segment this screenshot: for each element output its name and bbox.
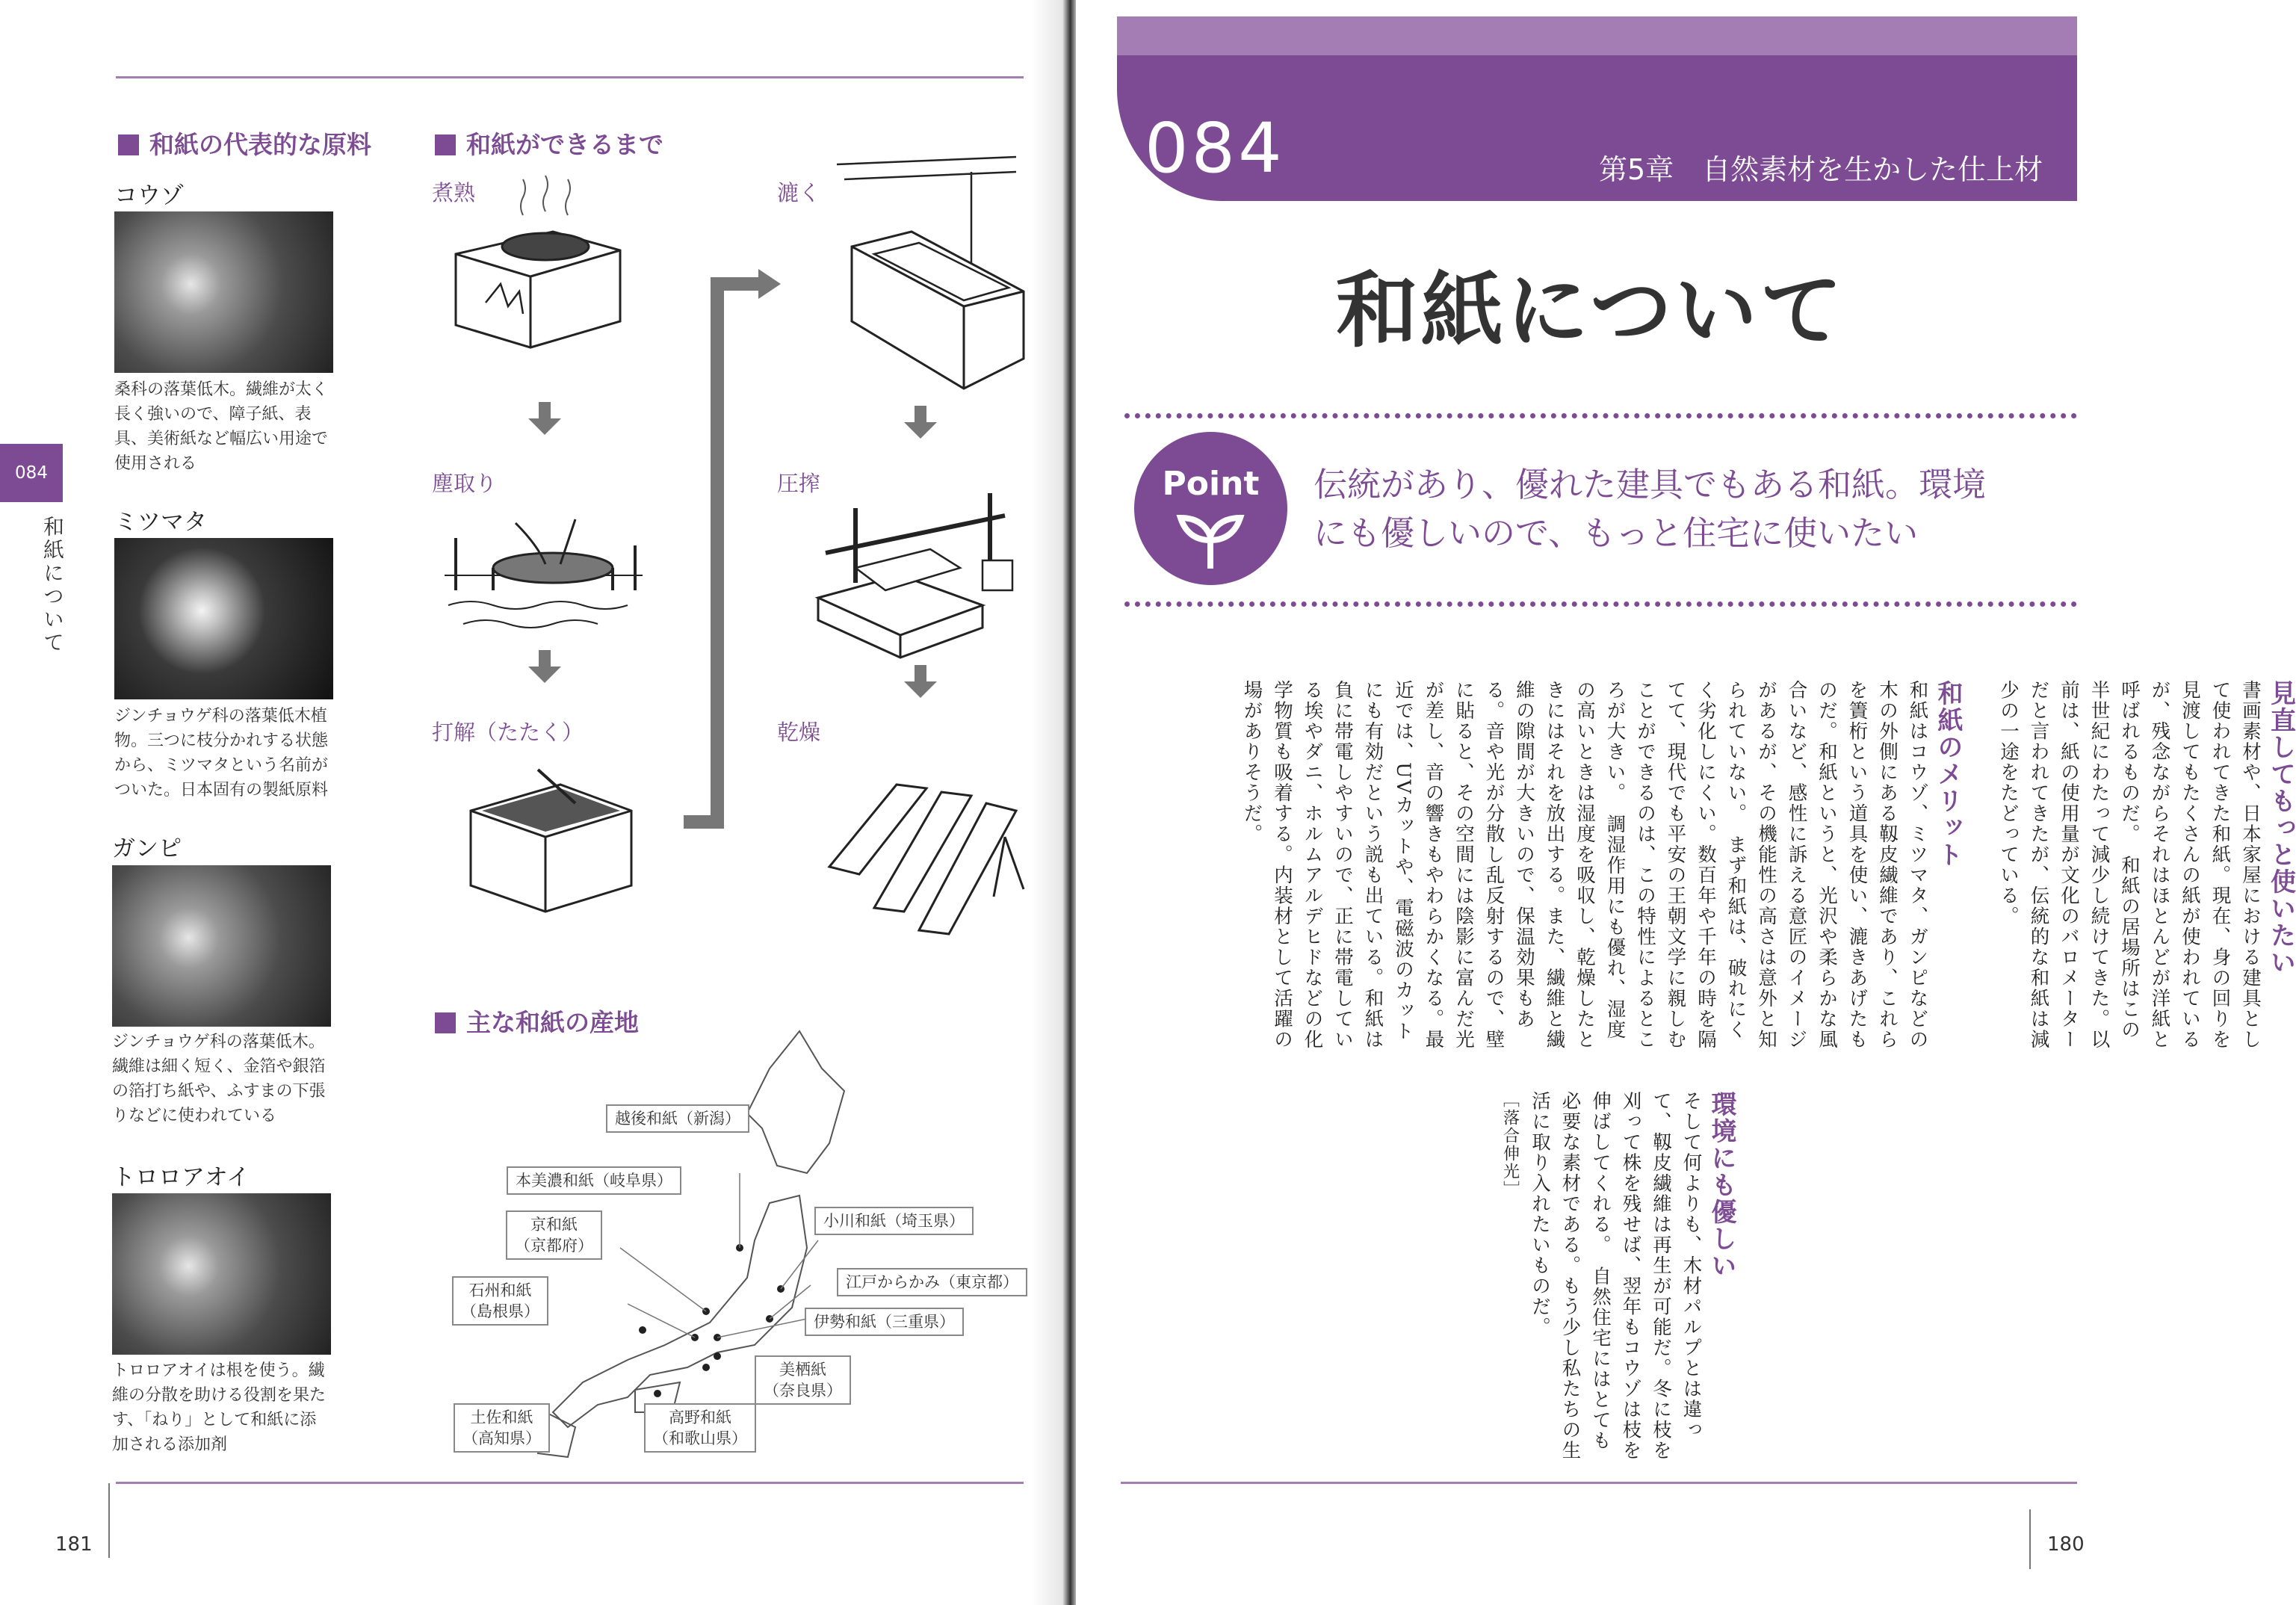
process-connector-arrow (672, 269, 785, 837)
bottom-rule-right (1121, 1482, 2077, 1484)
folio-left: 181 (55, 1533, 93, 1556)
body-revisit: 書画素材や、日本家屋における建具として使われてきた和紙。現在、身の回りを見渡してもたくさんの紙が使われているが、残念ながらそれはほとんどが洋紙と呼ばれるものだ。 和紙の居場所はこの半世紀にわたって減少し続けてきた。以前は、紙の使用量が文化のバロメーターだと言われてきたが、伝統的な和紙は減少の一途をたどっている。 (1997, 680, 2262, 1050)
subhead-environment: 環境にも優しい (1706, 1091, 1736, 1279)
plant-name-kozo: コウゾ (114, 182, 184, 209)
region-label-sekishu-pref: （島根県） (461, 1302, 539, 1320)
step-label-drying: 乾燥 (777, 720, 821, 745)
illustration-drying (814, 777, 1031, 941)
folio-rule (108, 1483, 110, 1558)
region-label-misu-pref: （奈良県） (764, 1382, 842, 1400)
folio-rule-right (2029, 1509, 2031, 1569)
illustration-pressing (811, 478, 1027, 665)
illustration-scooping (822, 142, 1039, 403)
plant-name-tororoaoi: トロロアオイ (112, 1164, 250, 1191)
subhead-revisit: 見直してもっと使いたい (2265, 680, 2296, 976)
arrow-down-icon (904, 681, 937, 698)
arrow-down-icon (904, 422, 937, 439)
arrow-down-icon (528, 667, 561, 683)
point-text-line2: にも優しいので、もっと住宅に使いたい (1313, 513, 1919, 553)
region-label-koya-pref: （和歌山県） (653, 1429, 747, 1447)
side-tab-number: 084 (0, 444, 63, 502)
caption-kozo: 桑科の落葉低木。繊維が太く長く強いので、障子紙、表具、美術紙など幅広い用途で使用される (114, 380, 329, 473)
region-label-echigo: 越後和紙（新潟） (606, 1104, 749, 1133)
step-label-cleaning: 塵取り (432, 471, 498, 496)
region-label-kyo-pref: （京都府） (515, 1237, 593, 1255)
illustration-boiling (441, 172, 635, 366)
region-label-sekishu (452, 1276, 548, 1326)
body-upper (1237, 680, 2296, 1054)
subhead-merit: 和紙のメリット (1933, 680, 1963, 868)
region-label-edo: 江戸からかみ（東京都） (837, 1268, 1027, 1296)
body-environment: そして何よりも、木材パルプとは違って、靱皮繊維は再生が可能だ。冬に枝を刈って株を残せば、翌年もコウゾは枝を伸ばしてくれる。 自然住宅にはとても必要な素材である。もう少し私たちの生活に取り入れたいものだ。 (1529, 1091, 1703, 1461)
point-badge-label: Point (1162, 465, 1260, 503)
step-label-scooping: 漉く (777, 180, 821, 205)
step-label-boil: 煮熟 (432, 180, 476, 205)
region-label-sekishu-name: 石州和紙 (468, 1281, 532, 1299)
materials-heading (118, 126, 371, 161)
photo-kozo (114, 211, 333, 373)
folio-right: 180 (2047, 1533, 2085, 1556)
region-label-misu-name: 美栖紙 (779, 1361, 826, 1379)
photo-tororoaoi (112, 1193, 331, 1355)
plant-name-mitsumata: ミツマタ (114, 509, 207, 536)
heading-square-icon (435, 134, 456, 155)
region-label-kyo-name: 京和紙 (530, 1216, 578, 1234)
body-lower (1494, 1091, 1736, 1465)
materials-heading-text: 和紙の代表的な原料 (149, 130, 371, 159)
side-tab-title: 和紙について (40, 516, 65, 655)
regions-heading-text: 主な和紙の産地 (466, 1008, 639, 1037)
region-label-koya (644, 1403, 756, 1453)
dotted-rule-top (1124, 413, 2077, 418)
step-label-beating: 打解（たたく） (432, 720, 584, 745)
dotted-rule-bottom (1124, 602, 2077, 607)
photo-ganpi (112, 865, 331, 1027)
process-heading (435, 126, 663, 161)
region-label-ise: 伊勢和紙（三重県） (805, 1308, 964, 1336)
heading-square-icon (118, 134, 139, 155)
region-label-tosa-pref: （高知県） (462, 1429, 541, 1447)
point-text-line1: 伝統があり、優れた建具でもある和紙。環境 (1313, 465, 1987, 504)
region-label-koya-name: 高野和紙 (669, 1408, 731, 1426)
page-title: 和紙について (1336, 263, 1845, 359)
arrow-down-icon (528, 418, 561, 435)
caption-tororoaoi: トロロアオイは根を使う。繊維の分散を助ける役割を果たす、「ねり」として和紙に添加される添加剤 (112, 1361, 327, 1454)
illustration-beating (463, 766, 643, 915)
step-label-pressing: 圧搾 (777, 471, 821, 496)
bottom-rule (116, 1482, 1024, 1484)
region-label-misu (755, 1355, 851, 1405)
sprout-icon (1173, 510, 1248, 570)
body-merit: 和紙はコウゾ、ミツマタ、ガンピなどの木の外側にある靱皮繊維であり、これらを簀桁という道具を使い、漉きあげたものだ。和紙というと、光沢や柔らかな風合いなど、感性に訴える意匠のイメージがあるが、その機能性の高さは意外と知られていない。 まず和紙は、破れにくく劣化しにくい。数百年や千年の時を隔てて、現代でも平安の王朝文学に親しむことができるのは、この特性によるところが大きい。 調湿作用にも優れ、湿度の高いときは湿度を吸収し、乾燥したときにはそれを放出する。また、繊維と繊維の隙間が大きいので、保温効果もある。音や光が分散し乱反射するので、壁に貼ると、その空間には陰影に富んだ光が差し、音の響きもやわらかくなる。最近では、UVカットや、電磁波のカットにも有効だという説も出ている。和紙は負に帯電しやすいので、正に帯電している埃やダニ、ホルムアルデヒドなどの化学物質も吸着する。内装材として活躍の場がありそうだ。 (1240, 680, 1929, 1050)
left-page (0, 0, 1059, 1605)
header-band-top (1117, 16, 2077, 55)
right-page (1076, 0, 2296, 1605)
caption-mitsumata: ジンチョウゲ科の落葉低木植物。三つに枝分かれする状態から、ミツマタという名前がついた。日本固有の製紙原料 (114, 707, 329, 800)
plant-name-ganpi: ガンピ (112, 835, 182, 862)
chapter-title: 第5章 自然素材を生かした仕上材 (1599, 153, 2043, 186)
top-rule (116, 76, 1024, 78)
heading-square-icon (435, 1012, 456, 1033)
illustration-dust-removal (441, 508, 650, 643)
region-label-tosa (454, 1403, 550, 1453)
region-label-honmino: 本美濃和紙（岐阜県） (507, 1166, 681, 1195)
section-number: 084 (1145, 108, 1285, 188)
process-heading-text: 和紙ができるまで (466, 130, 663, 159)
region-label-ogawa: 小川和紙（埼玉県） (814, 1207, 974, 1235)
point-badge (1134, 432, 1287, 585)
author-credit: ［落合伸光］ (1500, 1091, 1520, 1199)
photo-mitsumata (114, 538, 333, 699)
region-label-kyo (506, 1210, 602, 1260)
region-label-tosa-name: 土佐和紙 (470, 1408, 533, 1426)
caption-ganpi: ジンチョウゲ科の落葉低木。繊維は細く短く、金箔や銀箔の箔打ち紙や、ふすまの下張りなどに使われている (112, 1033, 326, 1125)
